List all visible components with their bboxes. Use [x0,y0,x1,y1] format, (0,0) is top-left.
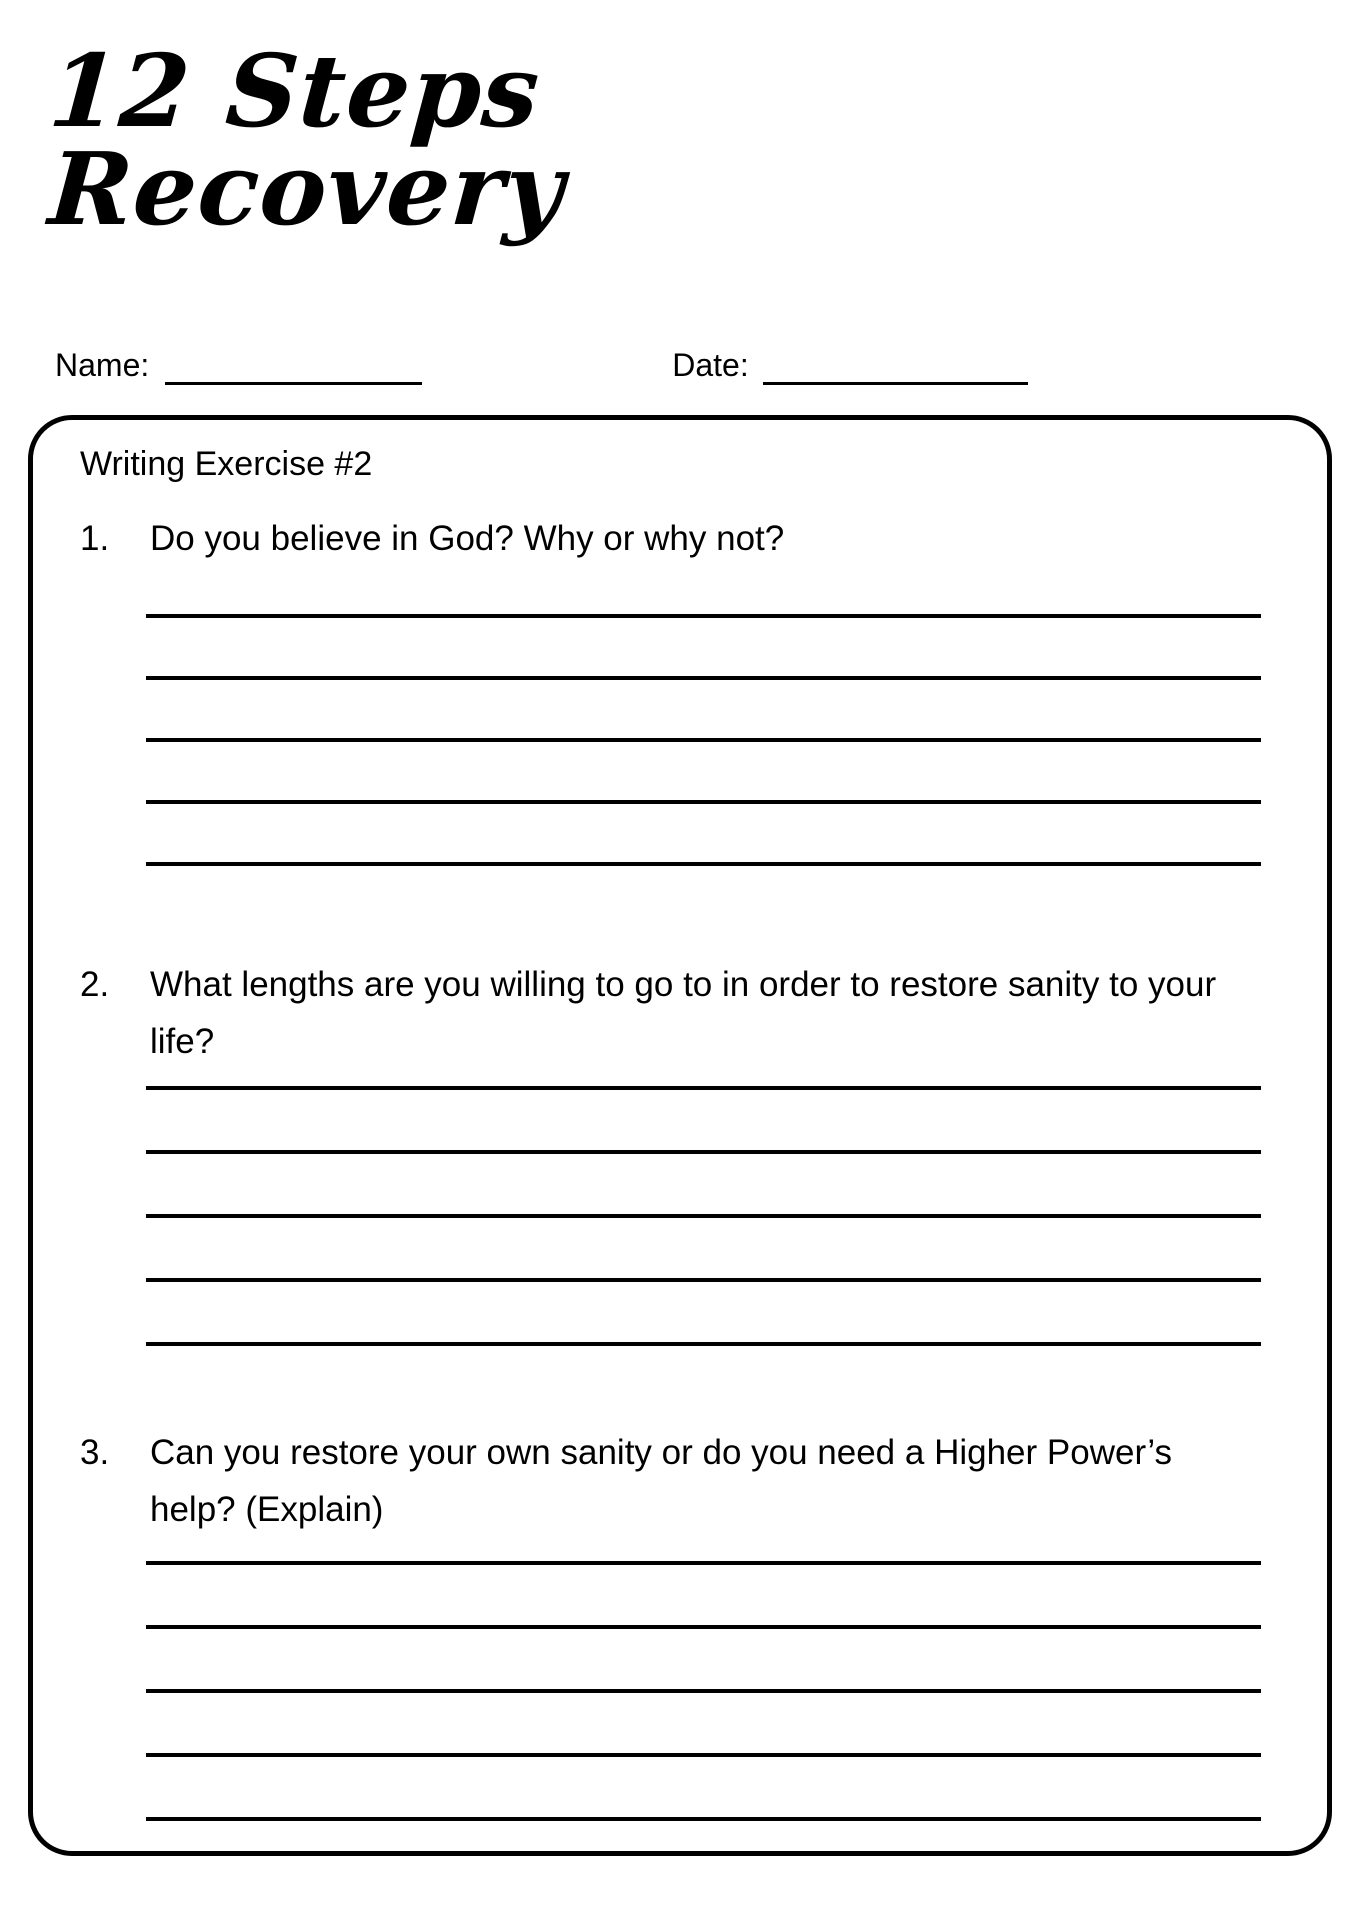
question-2 [80,956,1291,1346]
name-date-row [55,340,1358,385]
answer-line [146,1757,1261,1821]
title-line-2: Recovery [45,130,569,248]
question-2-number: 2. [80,965,110,1004]
answer-line [146,1629,1261,1693]
question-1 [80,510,1291,866]
title-line-1: 12 Steps [45,32,544,150]
question-2-row [80,956,1291,1070]
answer-line [146,1693,1261,1757]
name-label: Name: [55,347,150,383]
question-3-row [80,1424,1291,1538]
question-3 [80,1424,1291,1821]
question-2-text: What lengths are you willing to go to in order to restore sanity to your life? [150,965,1217,1061]
question-3-number: 3. [80,1433,110,1472]
answer-line [146,1090,1261,1154]
date-blank-line [763,340,1028,385]
answer-line [146,804,1261,866]
answer-line [146,618,1261,680]
question-1-text: Do you believe in God? Why or why not? [150,519,785,558]
answer-line [146,567,1261,618]
name-blank-line [165,340,422,385]
question-3-text: Can you restore your own sanity or do you need a Higher Power’s help? (Explain) [150,1433,1173,1529]
answer-line [146,1538,1261,1565]
page-title [0,0,1358,248]
answer-line [146,1070,1261,1090]
date-label: Date: [672,347,749,383]
question-1-row [80,510,1291,567]
question-3-answer-lines [146,1538,1261,1821]
answer-line [146,1218,1261,1282]
answer-line [146,1282,1261,1346]
question-1-answer-lines [146,567,1261,866]
question-2-answer-lines [146,1070,1261,1346]
answer-line [146,1154,1261,1218]
exercise-box [28,415,1332,1856]
exercise-heading: Writing Exercise #2 [80,445,373,483]
answer-line [146,742,1261,804]
question-1-number: 1. [80,519,110,558]
answer-line [146,680,1261,742]
answer-line [146,1565,1261,1629]
